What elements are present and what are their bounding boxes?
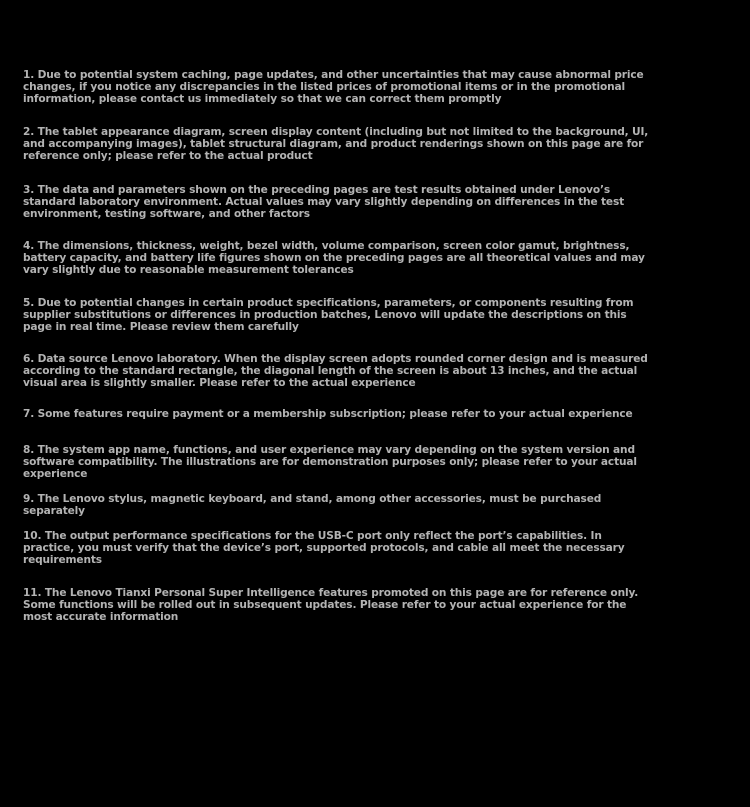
note-10: 10. The output performance specifications for the USB-C port only reflect the port’s capabilities. In practice, you must verify that the device’s port, supported protocols, and cable all meet the necessary requirements [23, 530, 625, 566]
note-9: 9. The Lenovo stylus, magnetic keyboard, and stand, among other accessories, must be purchased separately [23, 493, 602, 517]
note-2: 2. The tablet appearance diagram, screen display content (including but not limited to the background, UI, and accompanying images), tablet structural diagram, and product renderings shown on this page are for reference only; please refer to the actual product [23, 126, 649, 162]
note-1: 1. Due to potential system caching, page updates, and other uncertainties that may cause abnormal price changes, if you notice any discrepancies in the listed prices of promotional items or in the promotional information, please contact us immediately so that we can correct them promptly [23, 69, 644, 105]
note-3: 3. The data and parameters shown on the preceding pages are test results obtained under Lenovo’s standard laboratory environment. Actual values may vary slightly depending on differences in the test environment, testing software, and other factors [23, 184, 625, 220]
note-8: 8. The system app name, functions, and user experience may vary depending on the system version and software compatibility. The illustrations are for demonstration purposes only; please refer to your actual experience [23, 444, 637, 480]
note-7: 7. Some features require payment or a membership subscription; please refer to your actual experience [23, 408, 633, 420]
note-4: 4. The dimensions, thickness, weight, bezel width, volume comparison, screen color gamut, brightness, battery capacity, and battery life figures shown on the preceding pages are all theoretical values and may vary slightly due to reasonable measurement tolerances [23, 240, 645, 276]
note-5: 5. Due to potential changes in certain product specifications, parameters, or components resulting from supplier substitutions or differences in production batches, Lenovo will update the descriptions on this page in real time. Please review them carefully [23, 297, 634, 333]
note-6: 6. Data source Lenovo laboratory. When the display screen adopts rounded corner design and is measured according to the standard rectangle, the diagonal length of the screen is about 13 inches, and the actual visual area is slightly smaller. Please refer to the actual experience [23, 353, 648, 389]
note-11: 11. The Lenovo Tianxi Personal Super Intelligence features promoted on this page are for reference only. Some functions will be rolled out in subsequent updates. Please refer to your actual experience for the most accurate information [23, 587, 639, 623]
